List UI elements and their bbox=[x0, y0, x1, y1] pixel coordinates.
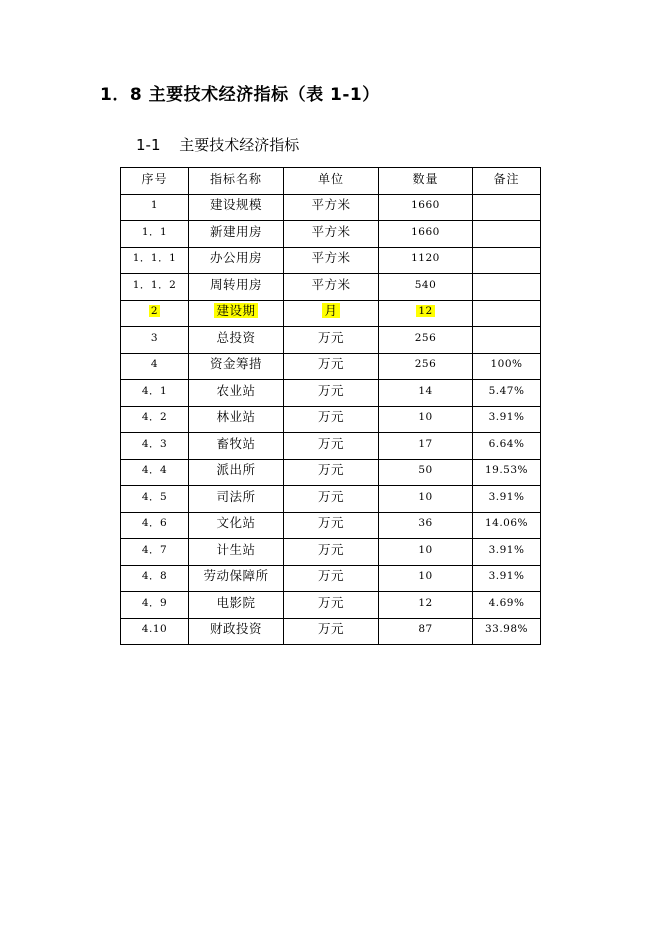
table-row bbox=[121, 592, 541, 619]
row-unit-cell: 万元 bbox=[284, 539, 379, 566]
table-row bbox=[121, 247, 541, 274]
table-row bbox=[121, 459, 541, 486]
table-header-row bbox=[121, 168, 541, 195]
row-note-cell: 3.91% bbox=[473, 406, 541, 433]
row-unit-cell: 平方米 bbox=[284, 194, 379, 221]
table-row bbox=[121, 406, 541, 433]
table-caption-title: 主要技术经济指标 bbox=[179, 136, 300, 154]
row-note-cell bbox=[473, 274, 541, 301]
row-note-cell: 100% bbox=[473, 353, 541, 380]
table-row bbox=[121, 539, 541, 566]
table-row bbox=[121, 565, 541, 592]
row-quantity-cell: 87 bbox=[379, 618, 473, 645]
row-quantity-cell: 12 bbox=[379, 592, 473, 619]
row-no-cell: 4.10 bbox=[121, 618, 189, 645]
row-no-cell: 4．8 bbox=[121, 565, 189, 592]
row-note-cell bbox=[473, 327, 541, 354]
header-cell-note: 备注 bbox=[473, 168, 541, 195]
row-no-cell: 1．1．2 bbox=[121, 274, 189, 301]
row-unit-cell: 万元 bbox=[284, 486, 379, 513]
row-unit-cell: 平方米 bbox=[284, 247, 379, 274]
row-unit-cell: 平方米 bbox=[284, 221, 379, 248]
row-quantity-cell: 540 bbox=[379, 274, 473, 301]
row-note-cell: 33.98% bbox=[473, 618, 541, 645]
row-name-cell: 劳动保障所 bbox=[189, 565, 284, 592]
row-note-cell: 14.06% bbox=[473, 512, 541, 539]
row-quantity-cell: 50 bbox=[379, 459, 473, 486]
row-quantity-cell: 36 bbox=[379, 512, 473, 539]
row-no-cell: 4．6 bbox=[121, 512, 189, 539]
table-row bbox=[121, 300, 541, 327]
row-quantity-cell: 1660 bbox=[379, 194, 473, 221]
row-name-cell: 总投资 bbox=[189, 327, 284, 354]
row-name-cell: 林业站 bbox=[189, 406, 284, 433]
table-caption-number: 1-1 bbox=[136, 136, 161, 154]
row-quantity-cell: 14 bbox=[379, 380, 473, 407]
row-unit-cell: 万元 bbox=[284, 380, 379, 407]
row-quantity-cell: 256 bbox=[379, 353, 473, 380]
row-unit-cell: 万元 bbox=[284, 565, 379, 592]
row-unit-cell: 万元 bbox=[284, 459, 379, 486]
row-note-cell: 5.47% bbox=[473, 380, 541, 407]
row-note-cell: 3.91% bbox=[473, 539, 541, 566]
table-row bbox=[121, 380, 541, 407]
table-row bbox=[121, 274, 541, 301]
row-quantity-cell: 1660 bbox=[379, 221, 473, 248]
row-name-cell: 文化站 bbox=[189, 512, 284, 539]
row-unit-cell: 万元 bbox=[284, 406, 379, 433]
row-unit-cell: 万元 bbox=[284, 618, 379, 645]
table-body bbox=[121, 194, 541, 645]
row-note-cell: 19.53% bbox=[473, 459, 541, 486]
header-cell-name: 指标名称 bbox=[189, 168, 284, 195]
row-no-cell: 3 bbox=[121, 327, 189, 354]
table-row bbox=[121, 221, 541, 248]
row-note-cell bbox=[473, 221, 541, 248]
table-row bbox=[121, 618, 541, 645]
row-name-cell: 建设期 bbox=[189, 300, 284, 327]
row-no-cell: 4．1 bbox=[121, 380, 189, 407]
table-row bbox=[121, 486, 541, 513]
section-heading: 1．8 主要技术经济指标（表 1-1） bbox=[100, 85, 380, 105]
row-quantity-cell: 10 bbox=[379, 565, 473, 592]
row-quantity-cell: 10 bbox=[379, 486, 473, 513]
row-no-cell: 4．7 bbox=[121, 539, 189, 566]
row-unit-cell: 万元 bbox=[284, 327, 379, 354]
row-note-cell: 3.91% bbox=[473, 565, 541, 592]
table-row bbox=[121, 327, 541, 354]
row-no-cell: 4．2 bbox=[121, 406, 189, 433]
row-note-cell bbox=[473, 247, 541, 274]
row-quantity-cell: 10 bbox=[379, 539, 473, 566]
row-unit-cell: 万元 bbox=[284, 592, 379, 619]
row-name-cell: 计生站 bbox=[189, 539, 284, 566]
row-name-cell: 新建用房 bbox=[189, 221, 284, 248]
header-cell-unit: 单位 bbox=[284, 168, 379, 195]
row-unit-cell: 月 bbox=[284, 300, 379, 327]
row-name-cell: 电影院 bbox=[189, 592, 284, 619]
row-name-cell: 财政投资 bbox=[189, 618, 284, 645]
technical-economic-indicators-table bbox=[120, 167, 541, 645]
table-caption bbox=[136, 134, 299, 155]
row-name-cell: 畜牧站 bbox=[189, 433, 284, 460]
row-name-cell: 周转用房 bbox=[189, 274, 284, 301]
row-no-cell: 1．1 bbox=[121, 221, 189, 248]
row-unit-cell: 万元 bbox=[284, 512, 379, 539]
row-name-cell: 办公用房 bbox=[189, 247, 284, 274]
row-unit-cell: 平方米 bbox=[284, 274, 379, 301]
row-quantity-cell: 12 bbox=[379, 300, 473, 327]
row-no-cell: 4．3 bbox=[121, 433, 189, 460]
row-no-cell: 4．9 bbox=[121, 592, 189, 619]
row-no-cell: 2 bbox=[121, 300, 189, 327]
row-note-cell: 3.91% bbox=[473, 486, 541, 513]
row-no-cell: 4 bbox=[121, 353, 189, 380]
row-name-cell: 派出所 bbox=[189, 459, 284, 486]
row-note-cell: 4.69% bbox=[473, 592, 541, 619]
row-no-cell: 4．4 bbox=[121, 459, 189, 486]
header-cell-quantity: 数量 bbox=[379, 168, 473, 195]
table-row bbox=[121, 433, 541, 460]
row-quantity-cell: 17 bbox=[379, 433, 473, 460]
table-row bbox=[121, 353, 541, 380]
row-name-cell: 农业站 bbox=[189, 380, 284, 407]
row-unit-cell: 万元 bbox=[284, 433, 379, 460]
row-quantity-cell: 1120 bbox=[379, 247, 473, 274]
table-row bbox=[121, 194, 541, 221]
row-quantity-cell: 256 bbox=[379, 327, 473, 354]
row-no-cell: 4．5 bbox=[121, 486, 189, 513]
row-name-cell: 资金筹措 bbox=[189, 353, 284, 380]
row-unit-cell: 万元 bbox=[284, 353, 379, 380]
row-note-cell bbox=[473, 194, 541, 221]
header-cell-no: 序号 bbox=[121, 168, 189, 195]
row-name-cell: 司法所 bbox=[189, 486, 284, 513]
row-no-cell: 1 bbox=[121, 194, 189, 221]
row-note-cell bbox=[473, 300, 541, 327]
row-note-cell: 6.64% bbox=[473, 433, 541, 460]
row-no-cell: 1．1．1 bbox=[121, 247, 189, 274]
row-name-cell: 建设规模 bbox=[189, 194, 284, 221]
row-quantity-cell: 10 bbox=[379, 406, 473, 433]
table-row bbox=[121, 512, 541, 539]
